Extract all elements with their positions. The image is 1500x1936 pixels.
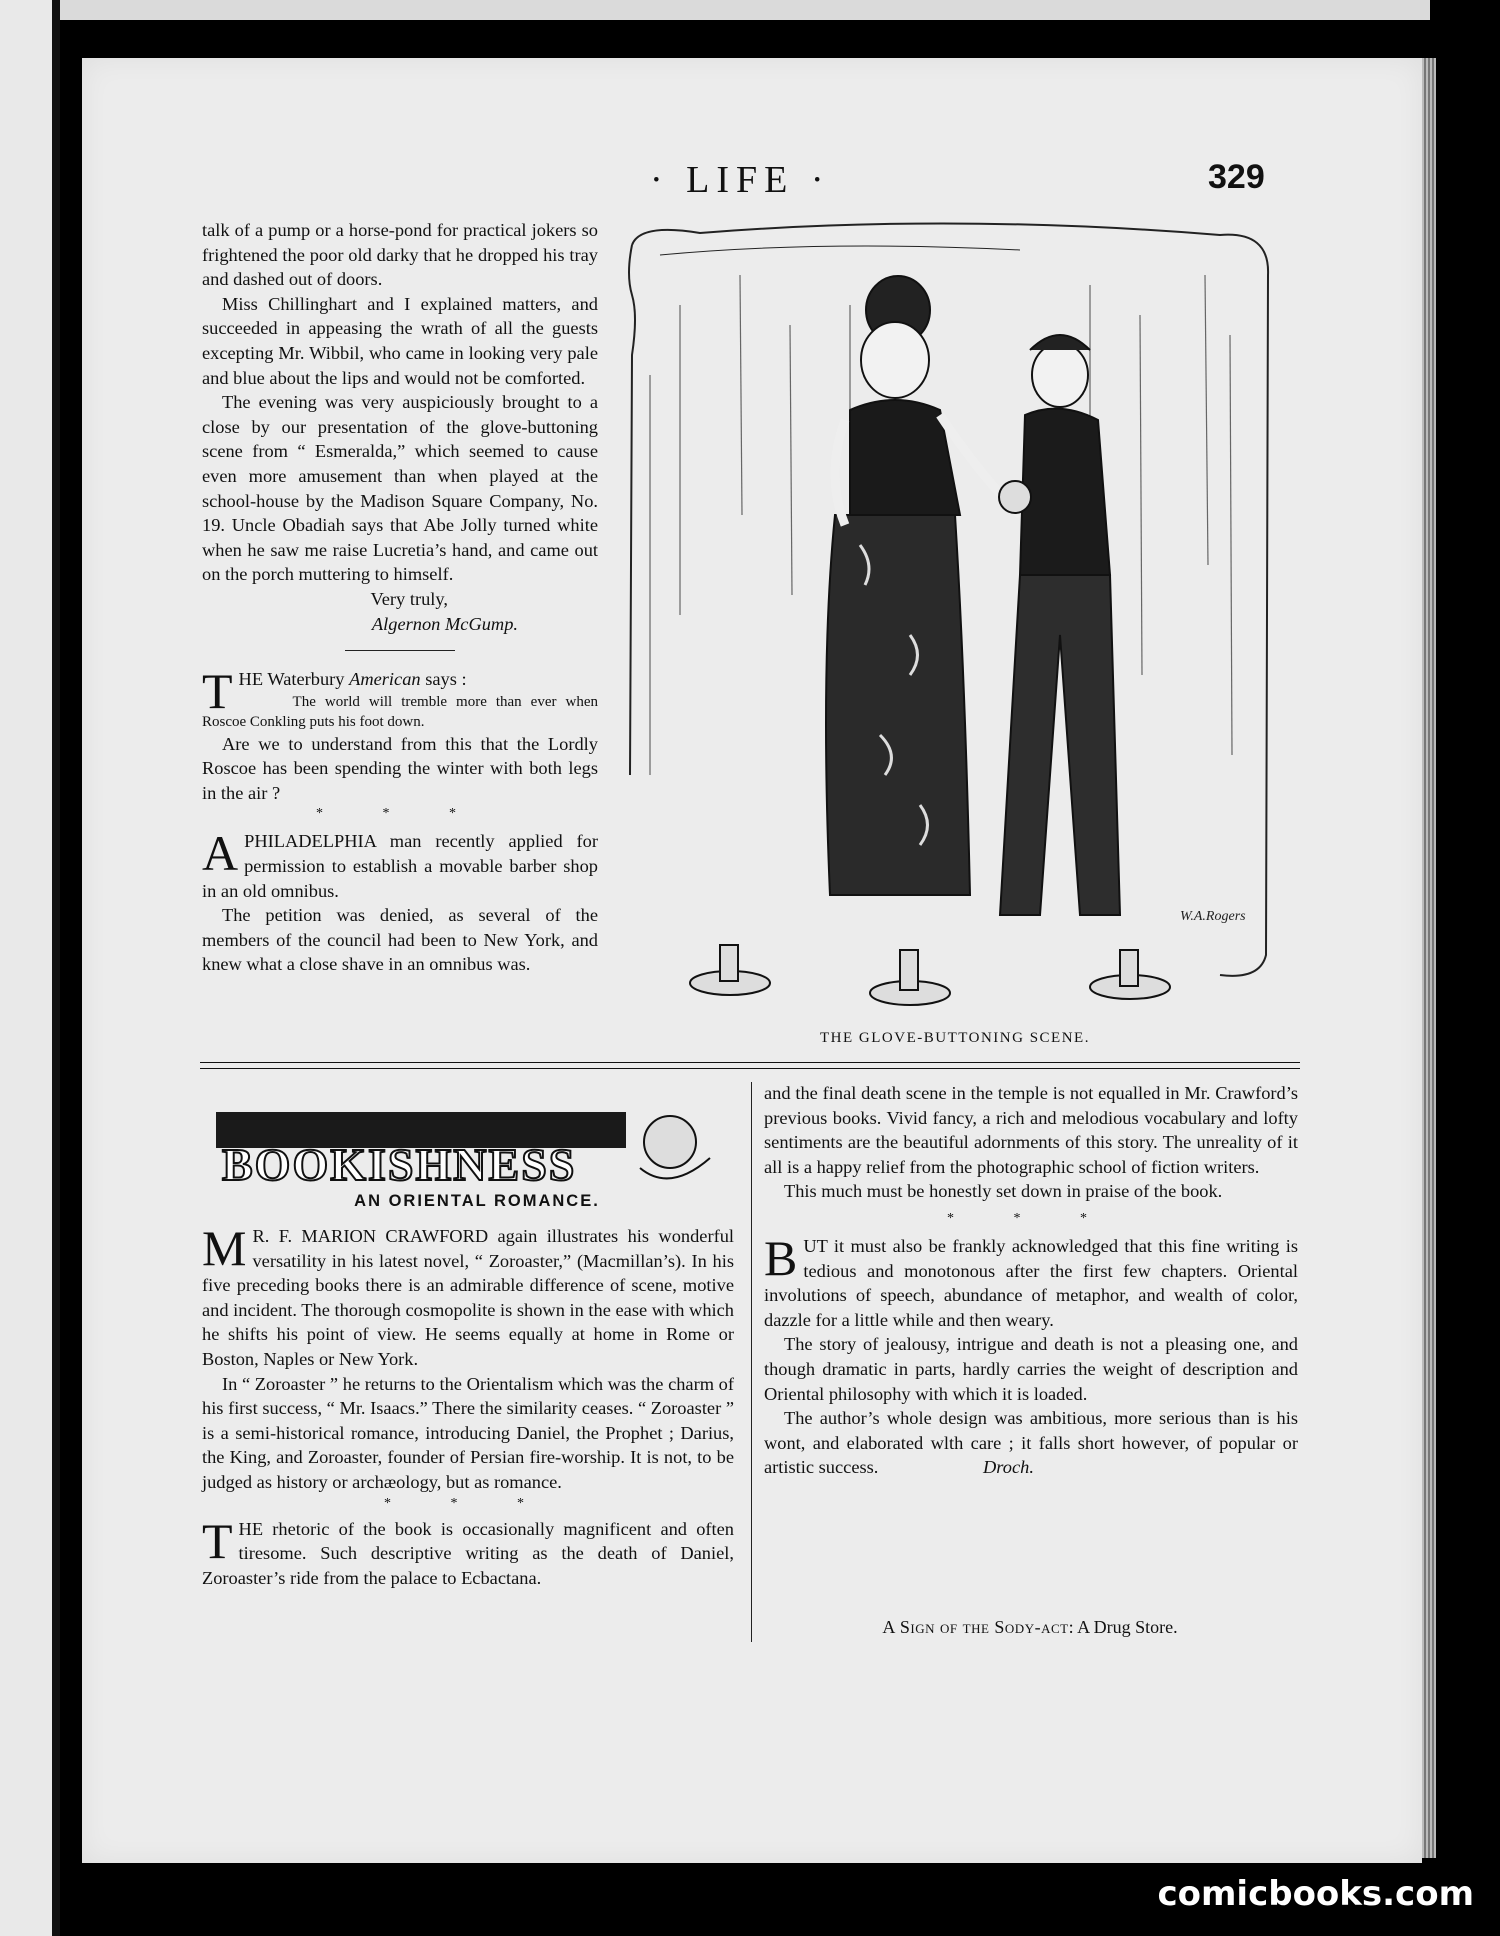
drop-cap: T [202, 1512, 233, 1569]
top-page-strip [60, 0, 1430, 20]
quoted-text: The world will tremble more than ever when Roscoe Conkling puts his foot down. [202, 693, 598, 730]
woman-figure [826, 276, 1020, 895]
paragraph [764, 1406, 1298, 1480]
page-stack-edge [1422, 58, 1436, 1858]
paragraph: In “ Zoroaster ” he returns to the Orientalism which was the charm of his first success, “ Mr. Isaacs.” There the similarity ceases. “ Zoroaster ” is a semi-historical romance, introducing Daniel, the Prophet ; Darius, the King, and Zoroaster, founder of Persian fire-worship. It is not, to be judged as history or archæology, but as romance. [202, 1373, 734, 1492]
signature: Droch. [983, 1457, 1034, 1478]
left-column-upper [202, 218, 598, 977]
philadelphia-item [202, 825, 598, 977]
joke-rest: : A Drug Store. [1068, 1617, 1178, 1637]
footer-joke [760, 1617, 1300, 1638]
section-divider [200, 1068, 1300, 1069]
closing-line: Very truly, [370, 588, 448, 609]
magazine-title: · LIFE · [650, 159, 831, 201]
article-heading: AN ORIENTAL ROMANCE. [354, 1192, 600, 1210]
artist-signature: W.A.Rogers [1180, 909, 1246, 924]
drop-cap: A [202, 825, 239, 882]
bottom-left-column [202, 1220, 734, 1590]
item-lead: HE Waterbury [238, 669, 350, 690]
item-text: PHILADELPHIA man recently applied for permission to establish a movable barber shop in an old omnibus. [202, 831, 598, 901]
paragraph: UT it must also be frankly acknowledged that this fine writing is tedious and monotonous after the first few chapters. Oriental involutions of speech, abundance of metaphor, and wealth of color, dazzle for a little while and then weary. [764, 1235, 1298, 1330]
signature: Algernon McGump. [371, 613, 518, 634]
drop-cap: M [202, 1220, 247, 1276]
watermark: comicbooks.com [1157, 1874, 1474, 1914]
item-lead-italic: American [349, 669, 421, 690]
paragraph-text: The author’s whole design was ambitious, more serious than is his wont, and elaborated wlth care ; it falls short however, of popular or artistic success. [764, 1408, 1298, 1478]
footlight-candles [690, 945, 1170, 1005]
paragraph: talk of a pump or a horse-pond for practical jokers so frightened the poor old darky that he dropped his tray and dashed out of doors. [202, 220, 598, 290]
paragraph: Are we to understand from this that the Lordly Roscoe has been spending the winter with both legs in the air ? [202, 733, 598, 803]
adjacent-page-edge [0, 0, 60, 1936]
section-stars: * * * [384, 1495, 552, 1511]
bottom-right-column [764, 1081, 1298, 1480]
paragraph: The evening was very auspiciously brought to a close by our presentation of the glove-buttoning scene from “ Esmeralda,” which seemed to cause even more amusement than when played at the school-house by the Madison Square Company, No. 19. Uncle Obadiah says that Abe Jolly turned white when he saw me raise Lucretia’s hand, and came out on the porch muttering to himself. [202, 392, 598, 585]
item-lead-end: says : [420, 669, 467, 690]
paragraph: The story of jealousy, intrigue and death is not a pleasing one, and though dramatic in parts, hardly carries the weight of description and Oriental philosophy with which it is loaded. [764, 1334, 1298, 1404]
paragraph: HE rhetoric of the book is occasionally magnificent and often tiresome. Such descriptive writing as the death of Daniel, Zoroaster’s ride from the palace to Ecbactana. [202, 1518, 734, 1588]
cherub-ornament [644, 1116, 696, 1168]
column-rule [751, 1082, 752, 1642]
section-stars: * * * [316, 806, 484, 822]
paragraph: R. F. MARION CRAWFORD again illustrates his wonderful versatility in his latest novel, “ Zoroaster,” (Macmillan’s). In his five preceding books there is an admirable difference of scene, motive and incident. The thorough cosmopolite is shown in the ease with which he shifts his point of view. He seems equally at home in Rome or Boston, Naples or New York. [202, 1226, 734, 1369]
paragraph: Miss Chillinghart and I explained matters, and succeeded in appeasing the wrath of all the guests excepting Mr. Wibbil, who came in looking very pale and blue about the lips and would not be comforted. [202, 293, 598, 388]
paragraph: This much must be honestly set down in praise of the book. [784, 1181, 1223, 1202]
drop-cap: T [202, 663, 233, 720]
drop-cap: B [764, 1229, 798, 1286]
section-stars: * * * [947, 1210, 1115, 1226]
divider [345, 650, 455, 651]
section-divider [200, 1062, 1300, 1063]
bookishness-banner [210, 1098, 730, 1198]
waterbury-item [202, 663, 598, 805]
banner-text: BOOKISHNESS [222, 1139, 577, 1190]
joke-lead: A Sign of the Sody-act [882, 1617, 1069, 1637]
paragraph: and the final death scene in the temple is not equalled in Mr. Crawford’s previous books. Vivid fancy, a rich and melodious vocabulary and lofty sentiments are the beautiful adornments of this story. The unreality of it all is a happy relief from the photographic school of fiction writers. [764, 1083, 1298, 1177]
glove-buttoning-illustration [620, 215, 1280, 1030]
illustration-caption: THE GLOVE-BUTTONING SCENE. [820, 1030, 1090, 1046]
paragraph: The petition was denied, as several of the members of the council had been to New York, and knew what a close shave in an omnibus was. [202, 905, 598, 975]
man-figure [999, 335, 1120, 915]
binding-gutter [52, 0, 60, 1936]
page-number: 329 [1208, 158, 1265, 196]
